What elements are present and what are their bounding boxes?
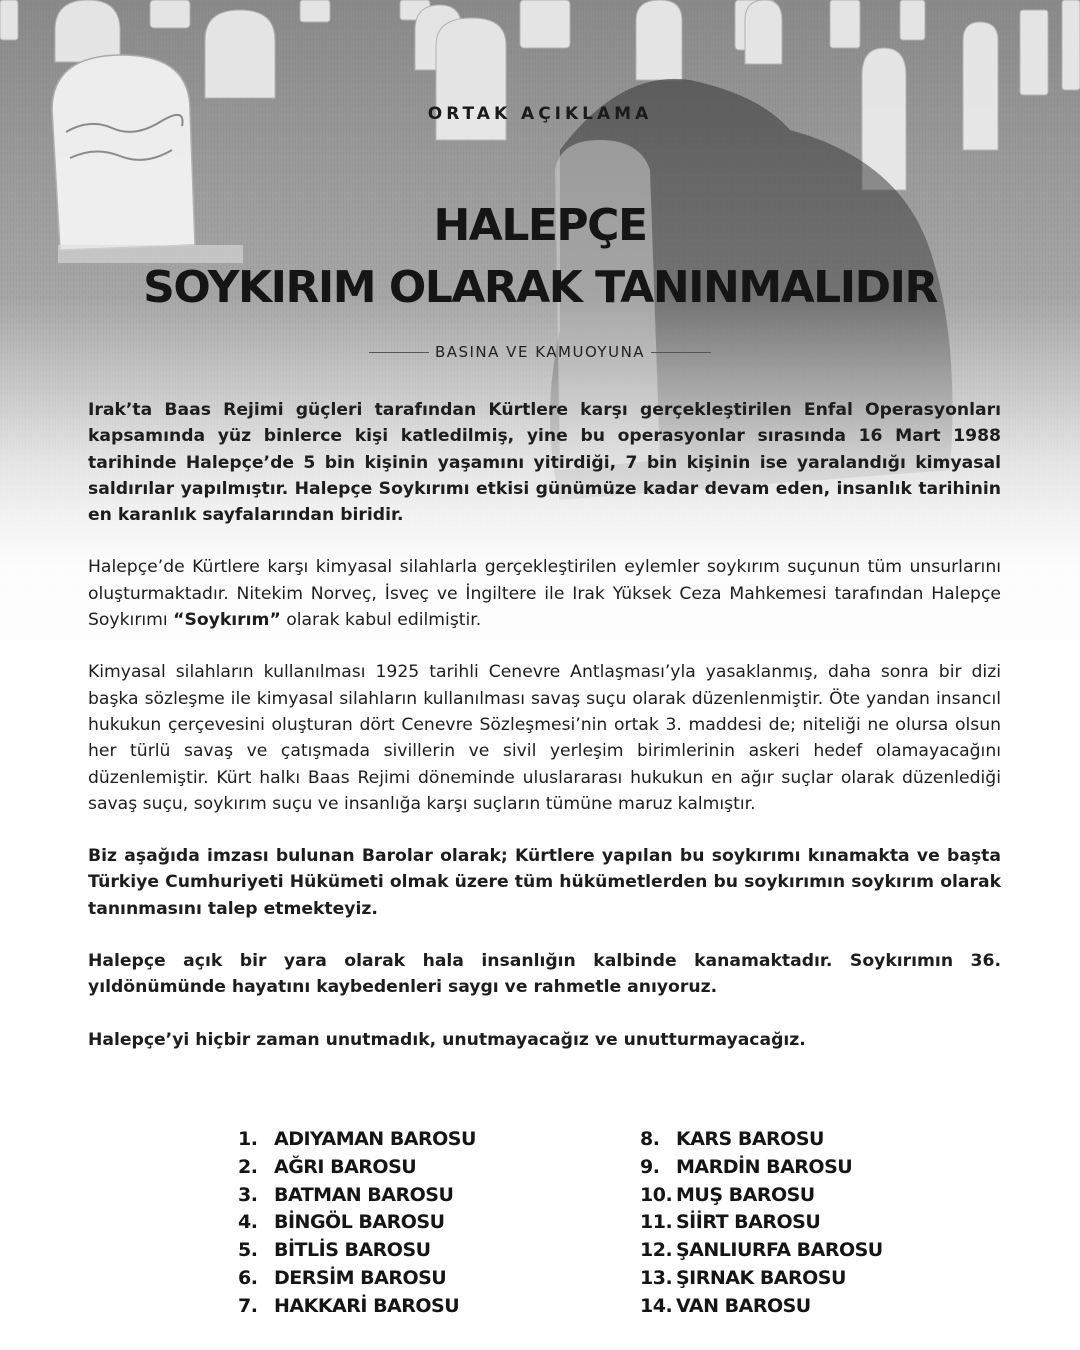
paragraph-2-emphasis: “Soykırım” — [173, 610, 281, 631]
list-item: 7. HAKKARİ BAROSU — [238, 1294, 460, 1317]
list-item: 1. ADIYAMAN BAROSU — [238, 1128, 476, 1150]
title-line-2: SOYKIRIM OLARAK TANINMALIDIR — [143, 262, 937, 313]
signatory-column-left — [238, 1126, 476, 1321]
paragraph-3: Kimyasal silahların kullanılması 1925 tarihli Cenevre Antlaşması’yla yasaklanmış, daha sonra bir dizi başka sözleşme ile kimyasal silahların kullanılması savaş suçu olarak düzenlenmiştir. Öte yandan insancıl hukukun çerçevesini oluşturan dört Cenevre Sözleşmesi’nin ortak 3. maddesi de; niteliği ne olursa olsun her türlü savaş ve çatışmada sivillerin ve sivil yerleşim birimlerinin askeri hedef olamayacağını düzenlemiştir. Kürt halkı Baas Rejimi döneminde uluslararası hukukun en ağır suçlar olarak düzenlediği savaş suçu, soykırım suçu ve insanlığa karşı suçların tümüne maruz kalmıştır. — [88, 662, 1001, 814]
subtitle-rule-right — [651, 352, 711, 353]
list-item: 8. KARS BAROSU — [640, 1128, 824, 1150]
subtitle-rule-left — [369, 352, 429, 353]
list-item: 9. MARDİN BAROSU — [640, 1155, 853, 1178]
list-item: 3. BATMAN BAROSU — [238, 1183, 454, 1206]
list-item: 2. AĞRI BAROSU — [238, 1155, 417, 1178]
list-item: 11. SİİRT BAROSU — [640, 1211, 821, 1234]
list-item: 5. BİTLİS BAROSU — [238, 1239, 431, 1262]
paragraph-1: Irak’ta Baas Rejimi güçleri tarafından Kürtlere karşı gerçekleştirilen Enfal Operasyonları kapsamında yüz binlerce kişi katledilmiş, yine bu operasyonlar sırasında 16 Mart 1988 tarihinde Halepçe’de 5 bin kişinin yaşamını yitirdiği, 7 bin kişinin ise yaralandığı kimyasal saldırılar yapılmıştır. Halepçe Soykırımı etkisi günümüze kadar devam eden, insanlık tarihinin en karanlık sayfalarından biridir. — [88, 400, 1001, 526]
list-item: 14. VAN BAROSU — [640, 1294, 811, 1317]
list-item: 4. BİNGÖL BAROSU — [238, 1211, 445, 1234]
signatory-column-right — [640, 1126, 883, 1321]
statement-body — [88, 397, 1001, 1079]
list-item: 13. ŞIRNAK BAROSU — [640, 1266, 846, 1289]
kicker-label: ORTAK AÇIKLAMA — [427, 104, 653, 124]
title-line-1: HALEPÇE — [433, 200, 647, 251]
list-item: 6. DERSİM BAROSU — [238, 1266, 447, 1289]
subtitle — [0, 343, 1080, 361]
list-item: 10. MUŞ BAROSU — [640, 1183, 815, 1206]
paragraph-2 — [88, 554, 1001, 633]
list-item: 12. ŞANLIURFA BAROSU — [640, 1239, 883, 1262]
paragraph-4: Biz aşağıda imzası bulunan Barolar olarak; Kürtlere yapılan bu soykırımı kınamakta ve başta Türkiye Cumhuriyeti Hükümeti olmak üzere tüm hükümetlerden bu soykırımın soykırım olarak tanınmasını talep etmekteyiz. — [88, 846, 1001, 919]
paragraph-2-text-b: olarak kabul edilmiştir. — [280, 610, 482, 631]
paragraph-6: Halepçe’yi hiçbir zaman unutmadık, unutmayacağız ve unutturmayacağız. — [88, 1029, 806, 1050]
paragraph-2-text-a: Halepçe’de Kürtlere karşı kimyasal silahlarla gerçekleştirilen eylemler soykırım suçunun tüm unsurlarını oluşturmaktadır. Nitekim Norveç, İsveç ve İngiltere ile Irak Yüksek Ceza Mahkemesi tarafından Halepçe Soykırımı — [88, 557, 1001, 631]
paragraph-5: Halepçe açık bir yara olarak hala insanlığın kalbinde kanamaktadır. Soykırımın 36. yıldönümünde hayatını kaybedenleri saygı ve rahmetle anıyoruz. — [88, 951, 1001, 998]
subtitle-text: BASINA VE KAMUOYUNA — [434, 343, 646, 361]
